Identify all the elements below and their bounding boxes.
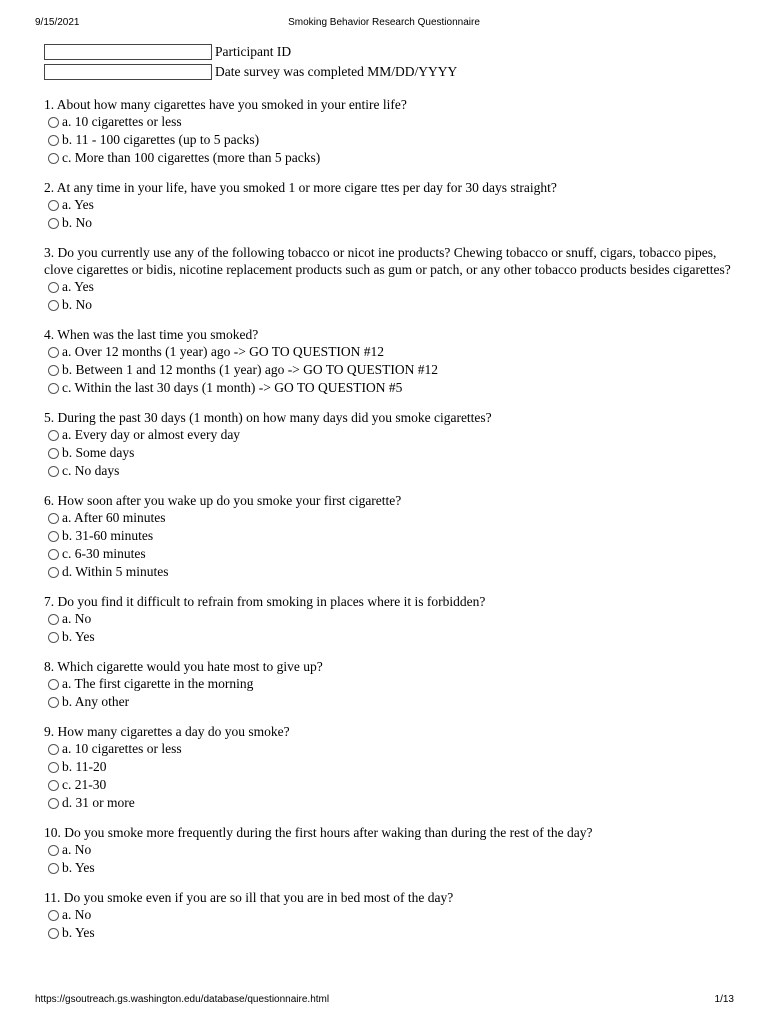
participant-id-row: [44, 42, 744, 62]
answer-option-label: c. More than 100 cigarettes (more than 5 packs): [62, 150, 321, 165]
answer-option[interactable]: [48, 426, 744, 444]
answer-option[interactable]: [48, 675, 744, 693]
answer-option[interactable]: [48, 361, 744, 379]
answer-option[interactable]: [48, 906, 744, 924]
answer-option-label: a. Over 12 months (1 year) ago -> GO TO QUESTION #12: [62, 344, 385, 359]
answer-option[interactable]: [48, 509, 744, 527]
answer-option-label: b. 11 - 100 cigarettes (up to 5 packs): [62, 132, 260, 147]
question-text: 8. Which cigarette would you hate most to give up?: [44, 659, 323, 674]
answer-option[interactable]: [48, 610, 744, 628]
answer-option-label: b. No: [62, 215, 92, 230]
question-text: 3. Do you currently use any of the following tobacco or nicot ine products? Chewing tobacco or snuff, cigars, tobacco pipes, clove cigarettes or bidis, nicotine replacement products such as gum or patch, or any other tobacco products besides cigarettes?: [44, 245, 731, 277]
answer-option[interactable]: [48, 113, 744, 131]
radio-button-icon[interactable]: [48, 632, 59, 643]
answer-option-label: c. 6-30 minutes: [62, 546, 146, 561]
answer-option-label: a. 10 cigarettes or less: [62, 114, 182, 129]
question-text: 4. When was the last time you smoked?: [44, 327, 259, 342]
question-6: [44, 492, 744, 581]
answer-option[interactable]: [48, 278, 744, 296]
question-5: [44, 409, 744, 480]
radio-button-icon[interactable]: [48, 135, 59, 146]
print-date: 9/15/2021: [35, 17, 80, 28]
page-header: [0, 17, 768, 31]
answer-option-label: a. The first cigarette in the morning: [62, 676, 254, 691]
radio-button-icon[interactable]: [48, 300, 59, 311]
radio-button-icon[interactable]: [48, 762, 59, 773]
answer-option[interactable]: [48, 841, 744, 859]
participant-id-label: Participant ID: [215, 44, 292, 59]
radio-button-icon[interactable]: [48, 567, 59, 578]
answer-option-label: b. Between 1 and 12 months (1 year) ago -> GO TO QUESTION #12: [62, 362, 439, 377]
radio-button-icon[interactable]: [48, 531, 59, 542]
survey-date-row: [44, 62, 744, 82]
answer-option[interactable]: [48, 444, 744, 462]
question-text: 9. How many cigarettes a day do you smoke?: [44, 724, 290, 739]
answer-option-label: b. Some days: [62, 445, 135, 460]
radio-button-icon[interactable]: [48, 383, 59, 394]
answer-option-label: b. 11-20: [62, 759, 107, 774]
question-2: [44, 179, 744, 232]
answer-option-label: a. No: [62, 842, 92, 857]
survey-date-label: Date survey was completed MM/DD/YYYY: [215, 64, 458, 79]
radio-button-icon[interactable]: [48, 928, 59, 939]
radio-button-icon[interactable]: [48, 863, 59, 874]
answer-option-label: b. Any other: [62, 694, 130, 709]
answer-option-label: b. 31-60 minutes: [62, 528, 154, 543]
answer-option-label: b. Yes: [62, 629, 95, 644]
answer-option-label: b. Yes: [62, 860, 95, 875]
answer-option-label: a. Every day or almost every day: [62, 427, 241, 442]
radio-button-icon[interactable]: [48, 845, 59, 856]
question-4: [44, 326, 744, 397]
question-text: 10. Do you smoke more frequently during the first hours after waking than during the rest of the day?: [44, 825, 593, 840]
answer-option-label: c. No days: [62, 463, 120, 478]
answer-option-label: a. Yes: [62, 279, 94, 294]
answer-option[interactable]: [48, 924, 744, 942]
answer-option-label: c. 21-30: [62, 777, 107, 792]
radio-button-icon[interactable]: [48, 448, 59, 459]
answer-option[interactable]: [48, 214, 744, 232]
radio-button-icon[interactable]: [48, 679, 59, 690]
radio-button-icon[interactable]: [48, 910, 59, 921]
answer-option-label: d. Within 5 minutes: [62, 564, 169, 579]
question-text: 5. During the past 30 days (1 month) on how many days did you smoke cigarettes?: [44, 410, 492, 425]
answer-option[interactable]: [48, 527, 744, 545]
answer-option[interactable]: [48, 758, 744, 776]
question-10: [44, 824, 744, 877]
survey-date-input[interactable]: [44, 64, 212, 80]
answer-option[interactable]: [48, 296, 744, 314]
answer-option[interactable]: [48, 740, 744, 758]
radio-button-icon[interactable]: [48, 780, 59, 791]
radio-button-icon[interactable]: [48, 282, 59, 293]
question-11: [44, 889, 744, 942]
radio-button-icon[interactable]: [48, 744, 59, 755]
question-list: [44, 96, 744, 942]
answer-option[interactable]: [48, 693, 744, 711]
source-url: https://gsoutreach.gs.washington.edu/database/questionnaire.html: [35, 994, 330, 1005]
radio-button-icon[interactable]: [48, 430, 59, 441]
radio-button-icon[interactable]: [48, 218, 59, 229]
participant-id-input[interactable]: [44, 44, 212, 60]
radio-button-icon[interactable]: [48, 614, 59, 625]
page-footer: [0, 994, 768, 1008]
answer-option[interactable]: [48, 794, 744, 812]
question-text: 1. About how many cigarettes have you smoked in your entire life?: [44, 97, 407, 112]
radio-button-icon[interactable]: [48, 200, 59, 211]
answer-option[interactable]: [48, 131, 744, 149]
radio-button-icon[interactable]: [48, 117, 59, 128]
answer-option-label: a. No: [62, 611, 92, 626]
answer-option-label: b. Yes: [62, 925, 95, 940]
radio-button-icon[interactable]: [48, 798, 59, 809]
question-1: [44, 96, 744, 167]
answer-option[interactable]: [48, 859, 744, 877]
answer-option-label: a. Yes: [62, 197, 94, 212]
answer-option[interactable]: [48, 563, 744, 581]
answer-option[interactable]: [48, 149, 744, 167]
answer-option-label: d. 31 or more: [62, 795, 135, 810]
radio-button-icon[interactable]: [48, 466, 59, 477]
answer-option-label: c. Within the last 30 days (1 month) -> GO TO QUESTION #5: [62, 380, 403, 395]
answer-option-label: b. No: [62, 297, 92, 312]
question-3: [44, 244, 744, 314]
answer-option[interactable]: [48, 196, 744, 214]
question-text: 6. How soon after you wake up do you smoke your first cigarette?: [44, 493, 402, 508]
radio-button-icon[interactable]: [48, 347, 59, 358]
radio-button-icon[interactable]: [48, 549, 59, 560]
radio-button-icon[interactable]: [48, 153, 59, 164]
question-text: 7. Do you find it difficult to refrain from smoking in places where it is forbidden?: [44, 594, 486, 609]
question-7: [44, 593, 744, 646]
question-text: 2. At any time in your life, have you smoked 1 or more cigare ttes per day for 30 days straight?: [44, 180, 557, 195]
radio-button-icon[interactable]: [48, 365, 59, 376]
answer-option-label: a. 10 cigarettes or less: [62, 741, 182, 756]
radio-button-icon[interactable]: [48, 697, 59, 708]
page-title: Smoking Behavior Research Questionnaire: [288, 17, 480, 28]
question-8: [44, 658, 744, 711]
page-number: 1/13: [714, 994, 734, 1005]
answer-option[interactable]: [48, 776, 744, 794]
answer-option[interactable]: [48, 628, 744, 646]
question-9: [44, 723, 744, 812]
answer-option[interactable]: [48, 379, 744, 397]
radio-button-icon[interactable]: [48, 513, 59, 524]
question-text: 11. Do you smoke even if you are so ill that you are in bed most of the day?: [44, 890, 454, 905]
questionnaire-form: [44, 42, 744, 942]
answer-option-label: a. No: [62, 907, 92, 922]
answer-option-label: a. After 60 minutes: [62, 510, 166, 525]
answer-option[interactable]: [48, 462, 744, 480]
answer-option[interactable]: [48, 545, 744, 563]
answer-option[interactable]: [48, 343, 744, 361]
